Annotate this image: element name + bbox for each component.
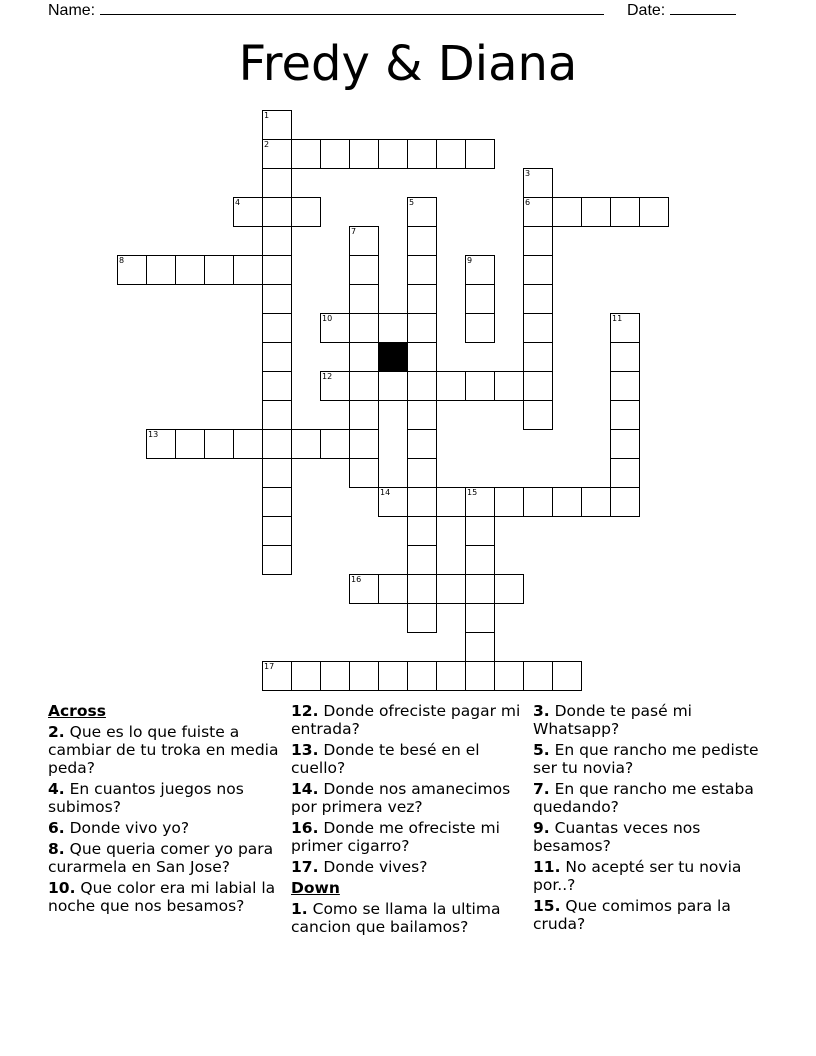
clue-number: 12 (322, 372, 333, 381)
grid-cell[interactable] (523, 197, 553, 227)
clue-item (48, 780, 286, 816)
clue-item-text: En cuantos juegos nos subimos? (48, 780, 244, 816)
grid-cell[interactable] (465, 284, 495, 314)
clue-item-text: Que color era mi labial la noche que nos besamos? (48, 879, 276, 915)
grid-cell[interactable] (436, 661, 466, 691)
clue-item-number: 5. (533, 741, 550, 759)
clue-item (291, 741, 529, 777)
clue-item-number: 6. (48, 819, 65, 837)
grid-cell[interactable] (117, 255, 147, 285)
blocked-cell (378, 342, 408, 372)
clue-item-number: 10. (48, 879, 76, 897)
grid-cell[interactable] (175, 429, 205, 459)
grid-cell[interactable] (320, 661, 350, 691)
grid-cell[interactable] (465, 139, 495, 169)
clue-number: 13 (148, 430, 159, 439)
grid-cell[interactable] (436, 139, 466, 169)
grid-cell[interactable] (349, 226, 379, 256)
grid-cell[interactable] (407, 342, 437, 372)
grid-cell[interactable] (523, 342, 553, 372)
clue-item-number: 14. (291, 780, 319, 798)
grid-cell[interactable] (320, 429, 350, 459)
clue-item-number: 9. (533, 819, 550, 837)
clue-number: 2 (264, 140, 270, 149)
clue-item (291, 702, 529, 738)
grid-cell[interactable] (552, 487, 582, 517)
clue-section-heading: Down (291, 879, 340, 897)
clue-item-text: No acepté ser tu novia por..? (533, 858, 742, 894)
grid-cell[interactable] (610, 487, 640, 517)
grid-cell[interactable] (291, 139, 321, 169)
clue-item-text: Donde ofreciste pagar mi entrada? (291, 702, 521, 738)
clue-number: 10 (322, 314, 333, 323)
clue-item-number: 7. (533, 780, 550, 798)
clue-item-text: Como se llama la ultima cancion que bailamos? (291, 900, 501, 936)
grid-cell[interactable] (146, 255, 176, 285)
grid-cell[interactable] (407, 400, 437, 430)
grid-cell[interactable] (465, 545, 495, 575)
clue-item-text: Que es lo que fuiste a cambiar de tu troka en media peda? (48, 723, 279, 777)
clue-number: 16 (351, 575, 362, 584)
grid-cell[interactable] (407, 226, 437, 256)
clue-number: 6 (525, 198, 531, 207)
clue-item (48, 879, 286, 915)
clue-item-text: Donde te pasé mi Whatsapp? (533, 702, 692, 738)
clue-item (533, 702, 771, 738)
grid-cell[interactable] (320, 139, 350, 169)
grid-cell[interactable] (407, 545, 437, 575)
grid-cell[interactable] (610, 197, 640, 227)
grid-cell[interactable] (610, 458, 640, 488)
clue-item-text: Donde nos amanecimos por primera vez? (291, 780, 511, 816)
clue-number: 17 (264, 662, 275, 671)
grid-cell[interactable] (494, 574, 524, 604)
grid-cell[interactable] (465, 632, 495, 662)
clue-item-text: Que queria comer yo para curarmela en San Jose? (48, 840, 274, 876)
grid-cell[interactable] (349, 255, 379, 285)
grid-cell[interactable] (320, 313, 350, 343)
grid-cell[interactable] (204, 255, 234, 285)
grid-cell[interactable] (465, 516, 495, 546)
clue-item-text: Donde me ofreciste mi primer cigarro? (291, 819, 500, 855)
grid-cell[interactable] (465, 603, 495, 633)
clue-item-text: En que rancho me estaba quedando? (533, 780, 754, 816)
grid-cell[interactable] (349, 661, 379, 691)
grid-cell[interactable] (349, 284, 379, 314)
grid-cell[interactable] (407, 574, 437, 604)
clue-item (291, 780, 529, 816)
grid-cell[interactable] (291, 429, 321, 459)
grid-cell[interactable] (523, 487, 553, 517)
clue-item-text: Donde vivo yo? (69, 819, 190, 837)
clue-item-number: 11. (533, 858, 561, 876)
clue-item-number: 1. (291, 900, 308, 918)
clue-item-text: Cuantas veces nos besamos? (533, 819, 701, 855)
clue-item (533, 780, 771, 816)
grid-cell[interactable] (378, 371, 408, 401)
grid-cell[interactable] (610, 342, 640, 372)
grid-cell[interactable] (465, 313, 495, 343)
grid-cell[interactable] (407, 516, 437, 546)
grid-cell[interactable] (436, 487, 466, 517)
clue-column-1 (48, 702, 286, 918)
grid-cell[interactable] (233, 429, 263, 459)
grid-cell[interactable] (262, 371, 292, 401)
grid-cell[interactable] (494, 661, 524, 691)
grid-cell[interactable] (349, 458, 379, 488)
grid-cell[interactable] (349, 342, 379, 372)
clue-section-heading: Across (48, 702, 106, 720)
grid-cell[interactable] (610, 400, 640, 430)
grid-cell[interactable] (610, 371, 640, 401)
grid-cell[interactable] (262, 342, 292, 372)
page-title: Fredy & Diana (238, 36, 578, 92)
grid-cell[interactable] (552, 661, 582, 691)
grid-cell[interactable] (407, 458, 437, 488)
grid-cell[interactable] (320, 371, 350, 401)
grid-cell[interactable] (523, 168, 553, 198)
grid-cell[interactable] (523, 226, 553, 256)
clue-item-number: 15. (533, 897, 561, 915)
clue-item (291, 819, 529, 855)
grid-cell[interactable] (523, 371, 553, 401)
grid-cell[interactable] (262, 139, 292, 169)
clue-item (533, 741, 771, 777)
grid-cell[interactable] (262, 255, 292, 285)
name-label: Name: (48, 2, 96, 19)
grid-cell[interactable] (378, 574, 408, 604)
grid-cell[interactable] (262, 458, 292, 488)
grid-cell[interactable] (349, 400, 379, 430)
grid-cell[interactable] (610, 429, 640, 459)
clue-column-3 (533, 702, 771, 936)
grid-cell[interactable] (407, 197, 437, 227)
grid-cell[interactable] (465, 371, 495, 401)
clue-number: 3 (525, 169, 531, 178)
clue-item-text: Donde vives? (323, 858, 428, 876)
grid-cell[interactable] (262, 516, 292, 546)
grid-cell[interactable] (465, 487, 495, 517)
grid-cell[interactable] (378, 487, 408, 517)
grid-cell[interactable] (262, 429, 292, 459)
grid-cell[interactable] (407, 661, 437, 691)
grid-cell[interactable] (349, 371, 379, 401)
grid-cell[interactable] (407, 255, 437, 285)
grid-cell[interactable] (262, 661, 292, 691)
clue-item-number: 13. (291, 741, 319, 759)
grid-cell[interactable] (436, 371, 466, 401)
clue-item-number: 17. (291, 858, 319, 876)
grid-cell[interactable] (581, 197, 611, 227)
grid-cell[interactable] (262, 487, 292, 517)
clue-number: 1 (264, 111, 270, 120)
clue-number: 14 (380, 488, 391, 497)
grid-cell[interactable] (291, 661, 321, 691)
grid-cell[interactable] (262, 545, 292, 575)
grid-cell[interactable] (146, 429, 176, 459)
grid-cell[interactable] (233, 255, 263, 285)
grid-cell[interactable] (494, 371, 524, 401)
grid-cell[interactable] (262, 168, 292, 198)
clue-item-text: Donde te besé en el cuello? (291, 741, 480, 777)
grid-cell[interactable] (407, 139, 437, 169)
grid-cell[interactable] (523, 255, 553, 285)
grid-cell[interactable] (262, 110, 292, 140)
grid-cell[interactable] (494, 487, 524, 517)
grid-cell[interactable] (639, 197, 669, 227)
clue-number: 9 (467, 256, 473, 265)
grid-cell[interactable] (581, 487, 611, 517)
clue-item (48, 723, 286, 777)
grid-cell[interactable] (465, 574, 495, 604)
clue-item-number: 8. (48, 840, 65, 858)
grid-cell[interactable] (262, 313, 292, 343)
clue-column-2 (291, 702, 529, 939)
grid-cell[interactable] (262, 226, 292, 256)
grid-cell[interactable] (407, 284, 437, 314)
grid-cell[interactable] (349, 313, 379, 343)
clue-number: 11 (612, 314, 623, 323)
clue-number: 15 (467, 488, 478, 497)
grid-cell[interactable] (349, 139, 379, 169)
grid-cell[interactable] (233, 197, 263, 227)
clue-item-number: 16. (291, 819, 319, 837)
clue-item (533, 897, 771, 933)
grid-cell[interactable] (523, 313, 553, 343)
clue-item (48, 840, 286, 876)
clue-number: 5 (409, 198, 415, 207)
grid-cell[interactable] (407, 429, 437, 459)
clue-number: 7 (351, 227, 357, 236)
clue-item-text: En que rancho me pediste ser tu novia? (533, 741, 759, 777)
grid-cell[interactable] (465, 661, 495, 691)
grid-cell[interactable] (204, 429, 234, 459)
clue-number: 8 (119, 256, 125, 265)
grid-cell[interactable] (378, 139, 408, 169)
date-label: Date: (627, 2, 666, 19)
grid-cell[interactable] (349, 574, 379, 604)
clue-item-number: 2. (48, 723, 65, 741)
clue-item-text: Que comimos para la cruda? (533, 897, 731, 933)
grid-cell[interactable] (436, 574, 466, 604)
clue-item (291, 900, 529, 936)
clue-number: 4 (235, 198, 241, 207)
clue-item-number: 3. (533, 702, 550, 720)
clue-item (291, 858, 529, 876)
grid-cell[interactable] (523, 661, 553, 691)
grid-cell[interactable] (291, 197, 321, 227)
grid-cell[interactable] (378, 313, 408, 343)
grid-cell[interactable] (407, 603, 437, 633)
grid-cell[interactable] (610, 313, 640, 343)
grid-cell[interactable] (175, 255, 205, 285)
clue-item-number: 12. (291, 702, 319, 720)
grid-cell[interactable] (407, 313, 437, 343)
grid-cell[interactable] (552, 197, 582, 227)
clue-item (48, 819, 286, 837)
grid-cell[interactable] (407, 487, 437, 517)
clue-item (533, 858, 771, 894)
clue-item-number: 4. (48, 780, 65, 798)
grid-cell[interactable] (349, 429, 379, 459)
grid-cell[interactable] (262, 400, 292, 430)
grid-cell[interactable] (407, 371, 437, 401)
grid-cell[interactable] (262, 284, 292, 314)
grid-cell[interactable] (523, 400, 553, 430)
grid-cell[interactable] (378, 661, 408, 691)
grid-cell[interactable] (523, 284, 553, 314)
clue-item (533, 819, 771, 855)
grid-cell[interactable] (262, 197, 292, 227)
grid-cell[interactable] (465, 255, 495, 285)
